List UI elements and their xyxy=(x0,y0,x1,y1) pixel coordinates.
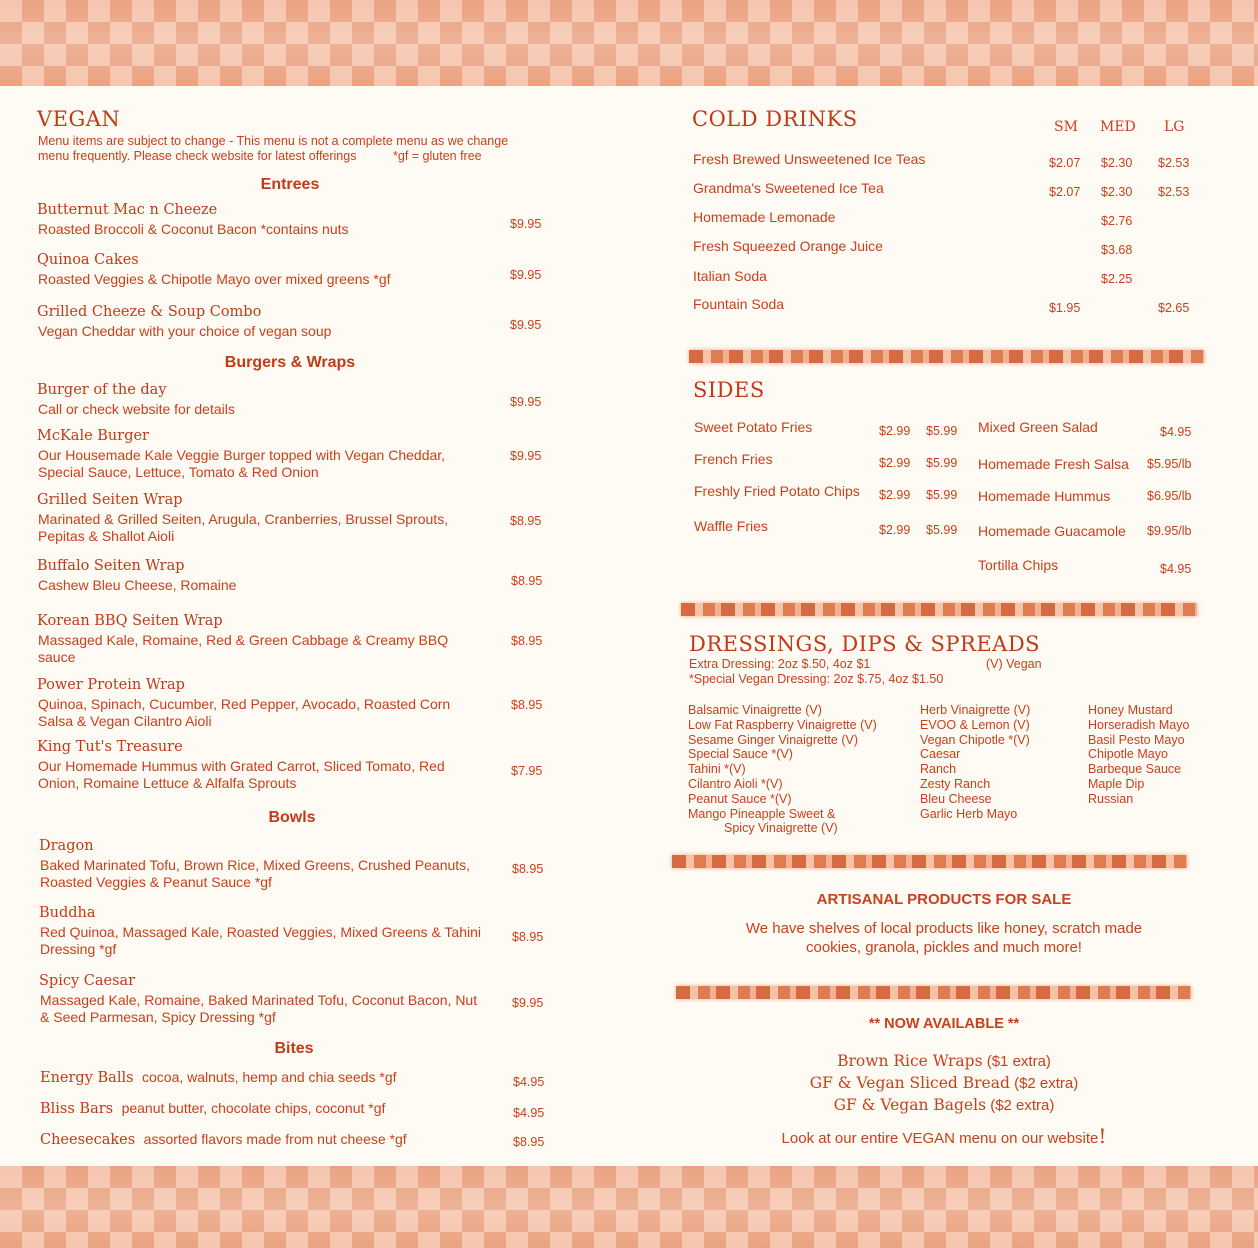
side-price-large: $5.99 xyxy=(926,424,958,438)
side-name: French Fries xyxy=(694,451,773,467)
menu-item-name: Grilled Seiten Wrap xyxy=(37,492,183,508)
menu-item-desc: & Seed Parmesan, Spicy Dressing *gf xyxy=(40,1009,276,1025)
side-price-small: $2.99 xyxy=(879,523,911,537)
dressing-list-3 xyxy=(1088,703,1189,807)
menu-note-line1: Menu items are subject to change - This menu is not a complete menu as we change xyxy=(38,134,509,148)
menu-item-desc: Roasted Veggies & Peanut Sauce *gf xyxy=(40,874,272,890)
vegan-key: (V) Vegan xyxy=(986,657,1042,671)
menu-item-price: $8.95 xyxy=(512,862,544,876)
side-name: Waffle Fries xyxy=(694,518,768,534)
side-price-small: $2.99 xyxy=(879,488,911,502)
menu-item-name: Butternut Mac n Cheeze xyxy=(37,202,218,218)
dressing-item: Barbeque Sauce xyxy=(1088,762,1182,777)
dressing-item: Balsamic Vinaigrette (V) xyxy=(688,703,822,717)
drink-name: Italian Soda xyxy=(693,268,767,284)
side-price-large: $5.99 xyxy=(926,523,958,537)
menu-item-price: $8.95 xyxy=(511,574,543,588)
bite-row xyxy=(40,1100,385,1118)
dressing-item: Chipotle Mayo xyxy=(1088,747,1168,762)
section-divider xyxy=(689,350,1204,363)
menu-item-name: Cheesecakes xyxy=(40,1132,136,1148)
menu-item-name: Grilled Cheeze & Soup Combo xyxy=(37,304,262,320)
menu-item-desc: Pepitas & Shallot Aioli xyxy=(38,528,175,544)
menu-item-price: $9.95 xyxy=(510,449,542,463)
dressing-list-2 xyxy=(920,703,1030,821)
menu-item-price: $9.95 xyxy=(512,996,544,1010)
menu-item-name: Buddha xyxy=(39,905,96,921)
dressing-item: Special Sauce *(V) xyxy=(688,747,793,762)
now-available-item xyxy=(690,1096,1198,1114)
menu-item-name: Spicy Caesar xyxy=(39,973,136,989)
side-name: Tortilla Chips xyxy=(978,557,1059,573)
section-divider xyxy=(672,855,1187,868)
menu-item-name: Dragon xyxy=(39,838,94,854)
menu-item-price: $9.95 xyxy=(510,268,542,282)
side-name: Homemade Fresh Salsa xyxy=(978,456,1129,472)
drink-price-sm: $1.95 xyxy=(1049,301,1081,315)
drink-price-med: $2.30 xyxy=(1101,185,1133,199)
menu-item-desc: Our Homemade Hummus with Grated Carrot, Sliced Tomato, Red xyxy=(38,758,445,774)
dressing-item: Low Fat Raspberry Vinaigrette (V) xyxy=(688,717,877,732)
menu-item-name: King Tut's Treasure xyxy=(37,739,183,755)
dressing-item: Garlic Herb Mayo xyxy=(920,806,1018,821)
bites-heading: Bites xyxy=(274,1040,314,1057)
product-name: GF & Vegan Bagels xyxy=(833,1096,987,1114)
product-price: ($1 extra) xyxy=(986,1053,1051,1070)
exclamation-mark: ! xyxy=(1098,1124,1107,1148)
menu-item-desc: Massaged Kale, Romaine, Red & Green Cabbage & Creamy BBQ xyxy=(38,632,449,648)
product-name: GF & Vegan Sliced Bread xyxy=(809,1074,1010,1092)
menu-item-desc: cocoa, walnuts, hemp and chia seeds *gf xyxy=(142,1069,397,1085)
side-name: Mixed Green Salad xyxy=(978,419,1098,435)
menu-item-price: $9.95 xyxy=(510,318,542,332)
dressings-title: DRESSINGS, DIPS & SPREADS xyxy=(689,632,1041,656)
menu-item-desc: Quinoa, Spinach, Cucumber, Red Pepper, Avocado, Roasted Corn xyxy=(38,696,451,712)
now-available-title: ** NOW AVAILABLE ** xyxy=(868,1016,1020,1032)
dressing-item: Peanut Sauce *(V) xyxy=(688,791,792,806)
top-checker-border xyxy=(0,0,1258,86)
entrees-heading: Entrees xyxy=(260,176,320,193)
menu-item-name: Energy Balls xyxy=(40,1070,134,1086)
menu-item-name: Korean BBQ Seiten Wrap xyxy=(37,613,223,629)
side-name: Freshly Fried Potato Chips xyxy=(694,483,860,499)
menu-item-price: $8.95 xyxy=(513,1135,545,1149)
menu-item-name: McKale Burger xyxy=(37,428,149,444)
drink-name: Fresh Brewed Unsweetened Ice Teas xyxy=(693,151,926,167)
bowls-heading: Bowls xyxy=(268,809,316,826)
dressing-item: Basil Pesto Mayo xyxy=(1088,732,1185,747)
dressing-item: Herb Vinaigrette (V) xyxy=(920,703,1031,717)
drink-price-lg: $2.53 xyxy=(1158,185,1190,199)
bite-row xyxy=(40,1069,397,1087)
side-price: $4.95 xyxy=(1160,425,1192,439)
product-price: ($2 extra) xyxy=(990,1097,1055,1114)
gf-note: *gf = gluten free xyxy=(393,149,482,163)
artisanal-title: ARTISANAL PRODUCTS FOR SALE xyxy=(816,891,1072,908)
product-price: ($2 extra) xyxy=(1014,1075,1079,1092)
menu-item-desc: Our Housemade Kale Veggie Burger topped with Vegan Cheddar, xyxy=(38,447,446,463)
dressing-item: Honey Mustard xyxy=(1088,703,1173,717)
menu-item-name: Bliss Bars xyxy=(40,1101,114,1117)
dressing-item: Maple Dip xyxy=(1088,776,1145,791)
menu-item-desc: Vegan Cheddar with your choice of vegan soup xyxy=(38,323,332,339)
dressing-item: Cilantro Aioli *(V) xyxy=(688,776,783,791)
sides-title: SIDES xyxy=(693,378,765,402)
product-name: Brown Rice Wraps xyxy=(837,1052,983,1070)
menu-item-name: Buffalo Seiten Wrap xyxy=(37,558,185,574)
dressing-item: Ranch xyxy=(920,762,957,777)
drink-name: Homemade Lemonade xyxy=(693,209,836,225)
menu-item-desc: assorted flavors made from nut cheese *gf xyxy=(143,1131,407,1147)
menu-item-desc: Marinated & Grilled Seiten, Arugula, Cranberries, Brussel Sprouts, xyxy=(38,511,449,527)
dressing-item: Horseradish Mayo xyxy=(1088,717,1190,732)
side-price: $4.95 xyxy=(1160,562,1192,576)
menu-item-desc: Red Quinoa, Massaged Kale, Roasted Veggies, Mixed Greens & Tahini xyxy=(40,924,481,940)
size-header-med: MED xyxy=(1100,119,1136,135)
menu-item-price: $4.95 xyxy=(513,1075,545,1089)
side-name: Homemade Guacamole xyxy=(978,523,1126,539)
drink-price-sm: $2.07 xyxy=(1049,185,1081,199)
menu-item-price: $8.95 xyxy=(510,514,542,528)
drink-name: Fresh Squeezed Orange Juice xyxy=(693,238,883,254)
special-dressing-note: *Special Vegan Dressing: 2oz $.75, 4oz $1.50 xyxy=(689,672,944,686)
dressing-item: Mango Pineapple Sweet & xyxy=(688,806,836,821)
dressing-item: Spicy Vinaigrette (V) xyxy=(724,821,838,836)
dressing-list-1 xyxy=(688,703,877,836)
menu-item-desc: Onion, Romaine Lettuce & Alfalfa Sprouts xyxy=(38,775,297,791)
dressing-item: Sesame Ginger Vinaigrette (V) xyxy=(688,732,858,747)
menu-note-line2: menu frequently. Please check website for latest offerings xyxy=(38,149,357,163)
menu-item-desc: Salsa & Vegan Cilantro Aioli xyxy=(38,713,212,729)
menu-item-price: $8.95 xyxy=(511,698,543,712)
website-footer-text: Look at our entire VEGAN menu on our website xyxy=(781,1130,1099,1147)
bottom-checker-border xyxy=(0,1166,1258,1248)
menu-item-desc: peanut butter, chocolate chips, coconut *gf xyxy=(121,1100,386,1116)
dressing-item: Vegan Chipotle *(V) xyxy=(920,732,1030,747)
side-price-large: $5.99 xyxy=(926,488,958,502)
dressing-item: Russian xyxy=(1088,791,1134,806)
now-available-item xyxy=(690,1074,1198,1092)
menu-item-name: Burger of the day xyxy=(37,382,167,398)
side-name: Sweet Potato Fries xyxy=(694,419,813,435)
side-price-small: $2.99 xyxy=(879,456,911,470)
side-price: $5.95/lb xyxy=(1147,457,1192,471)
artisanal-line2: cookies, granola, pickles and much more! xyxy=(806,939,1082,956)
menu-item-price: $8.95 xyxy=(512,930,544,944)
menu-item-desc: Roasted Broccoli & Coconut Bacon *contains nuts xyxy=(38,221,349,237)
menu-item-desc: Cashew Bleu Cheese, Romaine xyxy=(38,577,237,593)
extra-dressing-note: Extra Dressing: 2oz $.50, 4oz $1 xyxy=(689,657,871,671)
menu-item-desc: Dressing *gf xyxy=(40,941,117,957)
dressing-item: EVOO & Lemon (V) xyxy=(920,717,1030,732)
section-divider xyxy=(676,986,1191,999)
menu-item-desc: Call or check website for details xyxy=(38,401,235,417)
drink-price-lg: $2.53 xyxy=(1158,156,1190,170)
burgers-heading: Burgers & Wraps xyxy=(224,354,356,371)
drink-price-med: $2.30 xyxy=(1101,156,1133,170)
side-price-small: $2.99 xyxy=(879,424,911,438)
dressing-item: Tahini *(V) xyxy=(688,762,746,777)
menu-item-desc: Special Sauce, Lettuce, Tomato & Red Onion xyxy=(38,464,319,480)
section-divider xyxy=(681,603,1197,616)
side-name: Homemade Hummus xyxy=(978,488,1111,504)
now-available-item xyxy=(690,1052,1198,1070)
website-footer xyxy=(690,1124,1198,1148)
size-header-lg: LG xyxy=(1164,119,1185,135)
side-price-large: $5.99 xyxy=(926,456,958,470)
bite-row xyxy=(40,1131,407,1149)
menu-item-name: Power Protein Wrap xyxy=(37,677,185,693)
menu-item-desc: sauce xyxy=(38,649,76,665)
drink-price-med: $2.25 xyxy=(1101,272,1133,286)
drink-price-lg: $2.65 xyxy=(1158,301,1190,315)
menu-item-desc: Baked Marinated Tofu, Brown Rice, Mixed Greens, Crushed Peanuts, xyxy=(40,857,471,873)
artisanal-line1: We have shelves of local products like honey, scratch made xyxy=(745,920,1143,937)
menu-item-price: $9.95 xyxy=(510,395,542,409)
size-header-sm: SM xyxy=(1054,119,1078,135)
menu-item-name: Quinoa Cakes xyxy=(37,252,139,268)
drink-price-med: $3.68 xyxy=(1101,243,1133,257)
side-price: $9.95/lb xyxy=(1147,524,1192,538)
dressing-item: Zesty Ranch xyxy=(920,776,991,791)
menu-item-desc: Massaged Kale, Romaine, Baked Marinated Tofu, Coconut Bacon, Nut xyxy=(40,992,478,1008)
menu-item-price: $9.95 xyxy=(510,217,542,231)
drink-name: Grandma's Sweetened Ice Tea xyxy=(693,180,884,196)
drink-price-sm: $2.07 xyxy=(1049,156,1081,170)
dressing-item: Caesar xyxy=(920,747,961,762)
vegan-title: VEGAN xyxy=(37,107,121,131)
menu-item-price: $7.95 xyxy=(511,764,543,778)
dressing-item: Bleu Cheese xyxy=(920,791,992,806)
drink-price-med: $2.76 xyxy=(1101,214,1133,228)
cold-drinks-title: COLD DRINKS xyxy=(692,107,858,131)
menu-item-price: $4.95 xyxy=(513,1106,545,1120)
side-price: $6.95/lb xyxy=(1147,489,1192,503)
menu-item-desc: Roasted Veggies & Chipotle Mayo over mixed greens *gf xyxy=(38,271,391,287)
drink-name: Fountain Soda xyxy=(693,296,785,312)
menu-item-price: $8.95 xyxy=(511,634,543,648)
